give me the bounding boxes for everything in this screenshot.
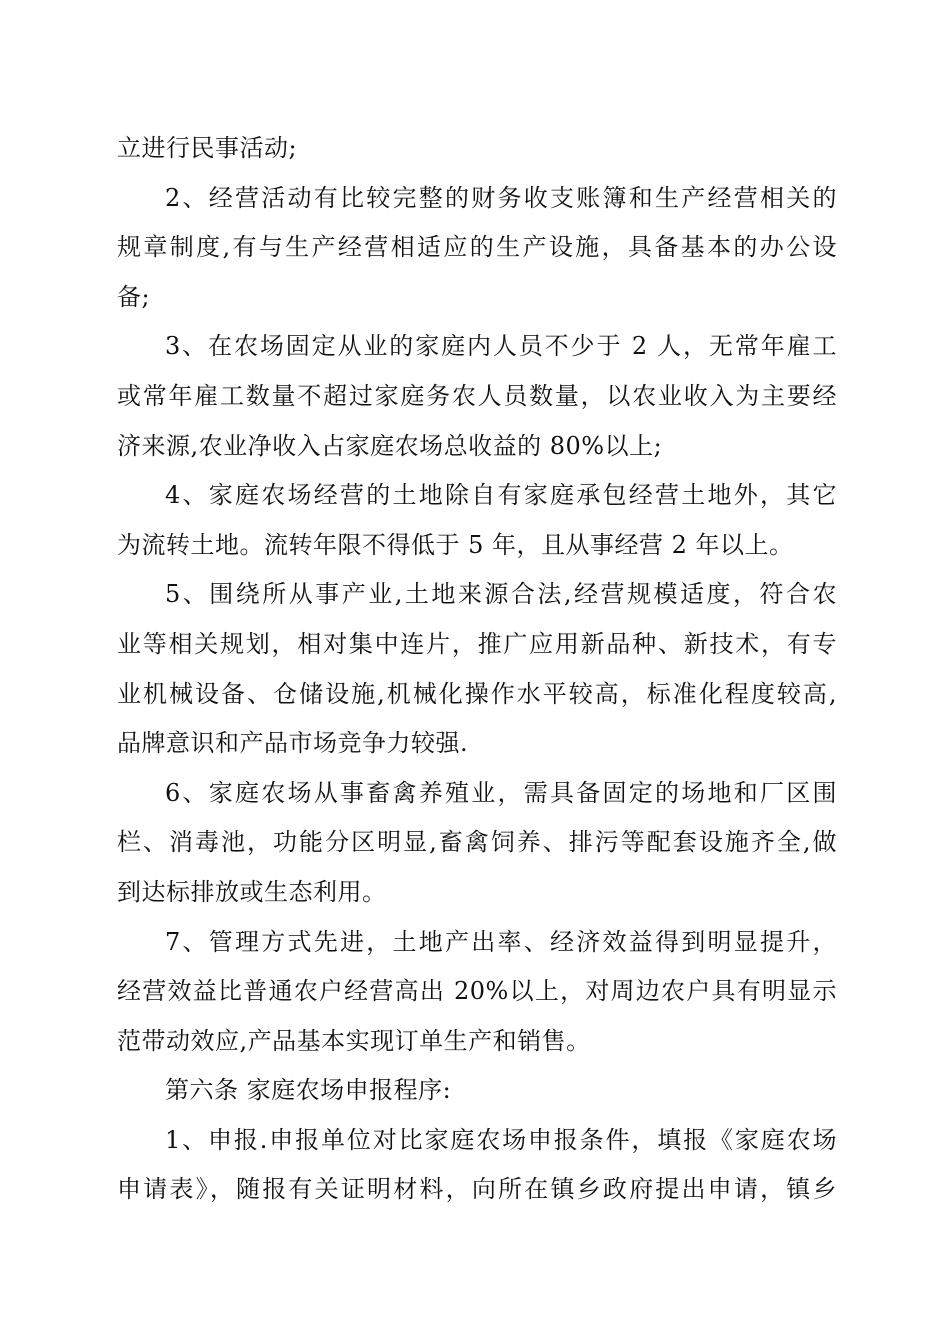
text-line: 4、家庭农场经营的土地除自有家庭承包经营土地外，其它: [165, 481, 837, 510]
text-line: 到达标排放或生态利用。: [117, 877, 387, 906]
text-line: 为流转土地。流转年限不得低于 5 年，且从事经营 2 年以上。: [117, 530, 794, 559]
text-line: 1、申报.申报单位对比家庭农场申报条件，填报《家庭农场: [165, 1125, 837, 1154]
text-line: 济来源,农业净收入占家庭农场总收益的 80%以上;: [117, 431, 663, 460]
text-line: 品牌意识和产品市场竞争力较强.: [117, 729, 469, 758]
text-line: 申请表》，随报有关证明材料，向所在镇乡政府提出申请，镇乡: [117, 1175, 837, 1204]
text-line: 3、在农场固定从业的家庭内人员不少于 2 人，无常年雇工: [165, 332, 837, 361]
text-line: 立进行民事活动;: [117, 134, 298, 162]
text-line: 6、家庭农场从事畜禽养殖业，需具备固定的场地和厂区围: [165, 778, 837, 807]
text-line: 2、经营活动有比较完整的财务收支账簿和生产经营相关的: [165, 183, 837, 212]
text-line: 业机械设备、仓储设施,机械化操作水平较高，标准化程度较高,: [117, 679, 837, 708]
text-line: 5、围绕所从事产业,土地来源合法,经营规模适度，符合农: [165, 580, 837, 609]
section-heading: 第六条 家庭农场申报程序:: [165, 1076, 452, 1105]
text-line: 7、管理方式先进，土地产出率、经济效益得到明显提升，: [165, 927, 837, 956]
text-line: 备;: [117, 282, 151, 311]
text-line: 或常年雇工数量不超过家庭务农人员数量，以农业收入为主要经: [117, 381, 837, 410]
text-line: 规章制度,有与生产经营相适应的生产设施，具备基本的办公设: [117, 233, 837, 262]
text-line: 业等相关规划，相对集中连片，推广应用新品种、新技术，有专: [117, 629, 837, 658]
text-line: 范带动效应,产品基本实现订单生产和销售。: [117, 1026, 591, 1055]
text-line: 经营效益比普通农户经营高出 20%以上，对周边农户具有明显示: [117, 977, 837, 1006]
text-line: 栏、消毒池，功能分区明显,畜禽饲养、排污等配套设施齐全,做: [117, 828, 837, 857]
document-page: [117, 124, 837, 1215]
